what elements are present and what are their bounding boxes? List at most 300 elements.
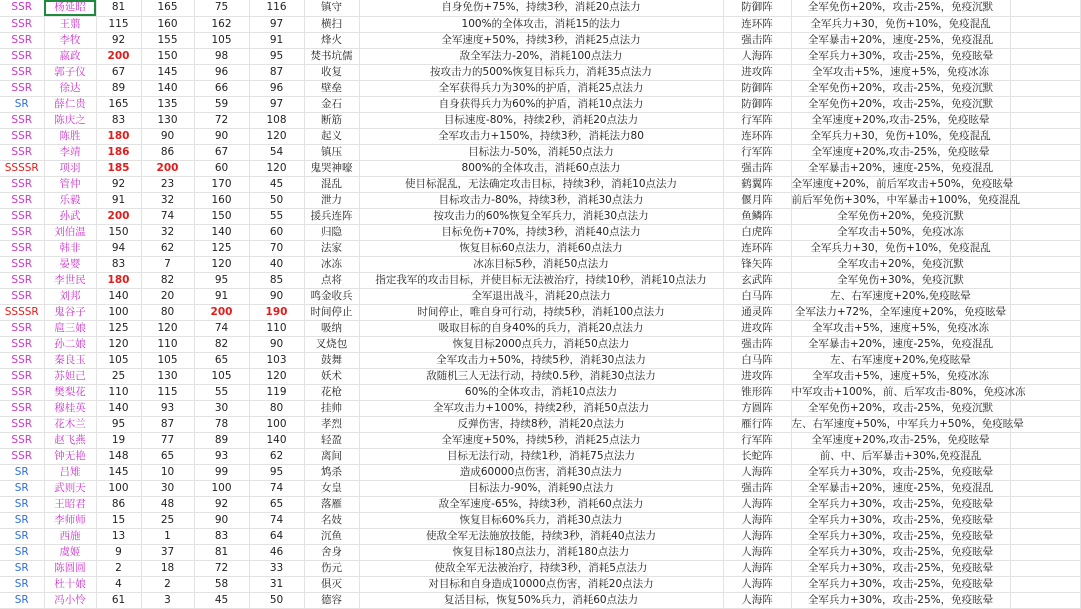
formation-cell[interactable]: 锋矢阵 — [723, 256, 791, 272]
name-cell[interactable]: 武则天 — [44, 480, 96, 496]
empty-cell[interactable] — [1010, 352, 1080, 368]
formation-effect-cell[interactable]: 全军法力+72%，全军速度+20%，免疫眩晕 — [791, 304, 1010, 320]
formation-cell[interactable]: 强击阵 — [723, 480, 791, 496]
skill-cell[interactable]: 俱灭 — [304, 576, 359, 592]
skill-cell[interactable]: 德容 — [304, 592, 359, 608]
formation-cell[interactable]: 锥形阵 — [723, 384, 791, 400]
empty-cell[interactable] — [1010, 128, 1080, 144]
formation-effect-cell[interactable]: 全军免伤+20%，攻击-25%，免疫沉默 — [791, 400, 1010, 416]
skill-effect-cell[interactable]: 造成60000点伤害，消耗30点法力 — [359, 464, 723, 480]
formation-cell[interactable]: 人海阵 — [723, 464, 791, 480]
stat-cell[interactable]: 140 — [194, 224, 249, 240]
empty-cell[interactable] — [1010, 192, 1080, 208]
skill-effect-cell[interactable]: 全军退出战斗，消耗20点法力 — [359, 288, 723, 304]
name-cell[interactable]: 李靖 — [44, 144, 96, 160]
stat-cell[interactable]: 10 — [141, 464, 194, 480]
formation-effect-cell[interactable]: 全军兵力+30%，攻击-25%，免疫眩晕 — [791, 544, 1010, 560]
skill-cell[interactable]: 伤元 — [304, 560, 359, 576]
name-cell[interactable]: 杜十娘 — [44, 576, 96, 592]
skill-effect-cell[interactable]: 恢复目标2000点兵力，消耗50点法力 — [359, 336, 723, 352]
name-cell[interactable]: 秦良玉 — [44, 352, 96, 368]
grade-cell[interactable]: SSR — [0, 256, 44, 272]
name-cell[interactable]: 王昭君 — [44, 496, 96, 512]
formation-effect-cell[interactable]: 全军兵力+30%，攻击-25%，免疫眩晕 — [791, 560, 1010, 576]
skill-effect-cell[interactable]: 60%的全体攻击，消耗10点法力 — [359, 384, 723, 400]
skill-effect-cell[interactable]: 全军获得兵力为30%的护盾，消耗25点法力 — [359, 80, 723, 96]
name-cell[interactable]: 陈圆圆 — [44, 560, 96, 576]
formation-effect-cell[interactable]: 全军攻击+5%，速度+5%，免疫冰冻 — [791, 64, 1010, 80]
stat-cell[interactable]: 37 — [141, 544, 194, 560]
empty-cell[interactable] — [1010, 432, 1080, 448]
grade-cell[interactable]: SSSSR — [0, 160, 44, 176]
stat-cell[interactable]: 30 — [194, 400, 249, 416]
name-cell[interactable]: 苏妲己 — [44, 368, 96, 384]
stat-cell[interactable]: 89 — [96, 80, 141, 96]
stat-cell[interactable]: 130 — [141, 112, 194, 128]
stat-cell[interactable]: 93 — [194, 448, 249, 464]
grade-cell[interactable]: SSR — [0, 416, 44, 432]
skill-effect-cell[interactable]: 恢复目标60点法力，消耗60点法力 — [359, 240, 723, 256]
grade-cell[interactable]: SSR — [0, 224, 44, 240]
skill-effect-cell[interactable]: 全军攻击力+100%，持续2秒，消耗50点法力 — [359, 400, 723, 416]
formation-effect-cell[interactable]: 全军兵力+30，免伤+10%，免疫混乱 — [791, 128, 1010, 144]
stat-cell[interactable]: 55 — [249, 208, 304, 224]
formation-effect-cell[interactable]: 全军兵力+30%，攻击-25%，免疫眩晕 — [791, 48, 1010, 64]
stat-cell[interactable]: 62 — [249, 448, 304, 464]
stat-cell[interactable]: 25 — [96, 368, 141, 384]
formation-cell[interactable]: 防御阵 — [723, 80, 791, 96]
stat-cell[interactable]: 165 — [96, 96, 141, 112]
stat-cell[interactable]: 145 — [96, 464, 141, 480]
empty-cell[interactable] — [1010, 480, 1080, 496]
formation-cell[interactable]: 人海阵 — [723, 528, 791, 544]
name-cell[interactable]: 刘邦 — [44, 288, 96, 304]
skill-cell[interactable]: 轻盈 — [304, 432, 359, 448]
stat-cell[interactable]: 62 — [141, 240, 194, 256]
stat-cell[interactable]: 55 — [194, 384, 249, 400]
grade-cell[interactable]: SSR — [0, 0, 44, 16]
empty-cell[interactable] — [1010, 496, 1080, 512]
stat-cell[interactable]: 2 — [141, 576, 194, 592]
formation-cell[interactable]: 强击阵 — [723, 32, 791, 48]
skill-effect-cell[interactable]: 目标免伤+70%，持续3秒，消耗40点法力 — [359, 224, 723, 240]
formation-cell[interactable]: 人海阵 — [723, 496, 791, 512]
formation-cell[interactable]: 强击阵 — [723, 160, 791, 176]
name-cell[interactable]: 赵飞燕 — [44, 432, 96, 448]
stat-cell[interactable]: 81 — [194, 544, 249, 560]
stat-cell[interactable]: 150 — [194, 208, 249, 224]
stat-cell[interactable]: 200 — [96, 208, 141, 224]
stat-cell[interactable]: 140 — [141, 80, 194, 96]
grade-cell[interactable]: SSR — [0, 192, 44, 208]
empty-cell[interactable] — [1010, 512, 1080, 528]
formation-effect-cell[interactable]: 全军暴击+20%，速度-25%，免疫混乱 — [791, 480, 1010, 496]
formation-cell[interactable]: 鱼鳞阵 — [723, 208, 791, 224]
grade-cell[interactable]: SSR — [0, 352, 44, 368]
formation-cell[interactable]: 连环阵 — [723, 16, 791, 32]
empty-cell[interactable] — [1010, 576, 1080, 592]
formation-effect-cell[interactable]: 全军兵力+30%，攻击-25%，免疫眩晕 — [791, 496, 1010, 512]
empty-cell[interactable] — [1010, 64, 1080, 80]
stat-cell[interactable]: 83 — [96, 256, 141, 272]
stat-cell[interactable]: 2 — [96, 560, 141, 576]
formation-cell[interactable]: 方圆阵 — [723, 400, 791, 416]
skill-cell[interactable]: 时间停止 — [304, 304, 359, 320]
formation-effect-cell[interactable]: 全军兵力+30%，攻击-25%，免疫眩晕 — [791, 592, 1010, 608]
formation-cell[interactable]: 防御阵 — [723, 0, 791, 16]
stat-cell[interactable]: 100 — [249, 416, 304, 432]
stat-cell[interactable]: 83 — [194, 528, 249, 544]
grade-cell[interactable]: SSR — [0, 208, 44, 224]
stat-cell[interactable]: 110 — [249, 320, 304, 336]
stat-cell[interactable]: 66 — [194, 80, 249, 96]
skill-cell[interactable]: 点将 — [304, 272, 359, 288]
grade-cell[interactable]: SSR — [0, 80, 44, 96]
name-cell[interactable]: 徐达 — [44, 80, 96, 96]
grade-cell[interactable]: SSR — [0, 368, 44, 384]
formation-cell[interactable]: 人海阵 — [723, 560, 791, 576]
stat-cell[interactable]: 86 — [141, 144, 194, 160]
skill-effect-cell[interactable]: 吸取目标的自身40%的兵力，消耗20点法力 — [359, 320, 723, 336]
stat-cell[interactable]: 148 — [96, 448, 141, 464]
skill-effect-cell[interactable]: 使敌全军无法施放技能，持续3秒，消耗40点法力 — [359, 528, 723, 544]
grade-cell[interactable]: SR — [0, 480, 44, 496]
skill-effect-cell[interactable]: 使目标混乱，无法确定攻击目标，持续3秒，消耗10点法力 — [359, 176, 723, 192]
stat-cell[interactable]: 180 — [96, 272, 141, 288]
stat-cell[interactable]: 120 — [249, 160, 304, 176]
stat-cell[interactable]: 93 — [141, 400, 194, 416]
stat-cell[interactable]: 19 — [96, 432, 141, 448]
stat-cell[interactable]: 95 — [194, 272, 249, 288]
empty-cell[interactable] — [1010, 256, 1080, 272]
name-cell[interactable]: 李师师 — [44, 512, 96, 528]
stat-cell[interactable]: 18 — [141, 560, 194, 576]
stat-cell[interactable]: 50 — [249, 592, 304, 608]
stat-cell[interactable]: 82 — [141, 272, 194, 288]
stat-cell[interactable]: 78 — [194, 416, 249, 432]
empty-cell[interactable] — [1010, 144, 1080, 160]
empty-cell[interactable] — [1010, 80, 1080, 96]
skill-effect-cell[interactable]: 敌全军法力-20%，消耗100点法力 — [359, 48, 723, 64]
stat-cell[interactable]: 45 — [194, 592, 249, 608]
grade-cell[interactable]: SSR — [0, 320, 44, 336]
stat-cell[interactable]: 96 — [194, 64, 249, 80]
name-cell[interactable]: 晏婴 — [44, 256, 96, 272]
grade-cell[interactable]: SR — [0, 576, 44, 592]
name-cell[interactable]: 钟无艳 — [44, 448, 96, 464]
stat-cell[interactable]: 190 — [249, 304, 304, 320]
stat-cell[interactable]: 40 — [249, 256, 304, 272]
skill-cell[interactable]: 吸纳 — [304, 320, 359, 336]
empty-cell[interactable] — [1010, 240, 1080, 256]
empty-cell[interactable] — [1010, 96, 1080, 112]
empty-cell[interactable] — [1010, 32, 1080, 48]
empty-cell[interactable] — [1010, 288, 1080, 304]
stat-cell[interactable]: 67 — [96, 64, 141, 80]
skill-effect-cell[interactable]: 敌全军速度-65%，持续3秒，消耗60点法力 — [359, 496, 723, 512]
name-cell[interactable]: 陈胜 — [44, 128, 96, 144]
name-cell[interactable]: 花木兰 — [44, 416, 96, 432]
formation-cell[interactable]: 人海阵 — [723, 512, 791, 528]
stat-cell[interactable]: 60 — [194, 160, 249, 176]
skill-effect-cell[interactable]: 复活目标，恢复50%兵力，消耗60点法力 — [359, 592, 723, 608]
formation-effect-cell[interactable]: 全军免伤+20%，免疫沉默 — [791, 208, 1010, 224]
stat-cell[interactable]: 32 — [141, 224, 194, 240]
grade-cell[interactable]: SSR — [0, 128, 44, 144]
stat-cell[interactable]: 74 — [249, 480, 304, 496]
stat-cell[interactable]: 100 — [96, 480, 141, 496]
name-cell[interactable]: 虞姬 — [44, 544, 96, 560]
name-cell[interactable]: 刘伯温 — [44, 224, 96, 240]
formation-effect-cell[interactable]: 全军速度+20%,攻击-25%，免疫眩晕 — [791, 144, 1010, 160]
grade-cell[interactable]: SSSSR — [0, 304, 44, 320]
stat-cell[interactable]: 94 — [96, 240, 141, 256]
stat-cell[interactable]: 91 — [194, 288, 249, 304]
grade-cell[interactable]: SR — [0, 544, 44, 560]
stat-cell[interactable]: 87 — [141, 416, 194, 432]
skill-effect-cell[interactable]: 指定我军的攻击目标，并使目标无法被治疗，持续10秒，消耗10点法力 — [359, 272, 723, 288]
stat-cell[interactable]: 83 — [96, 112, 141, 128]
stat-cell[interactable]: 105 — [194, 368, 249, 384]
grade-cell[interactable]: SSR — [0, 288, 44, 304]
stat-cell[interactable]: 125 — [194, 240, 249, 256]
stat-cell[interactable]: 30 — [141, 480, 194, 496]
stat-cell[interactable]: 4 — [96, 576, 141, 592]
empty-cell[interactable] — [1010, 368, 1080, 384]
formation-effect-cell[interactable]: 全军暴击+20%，速度-25%，免疫混乱 — [791, 160, 1010, 176]
grade-cell[interactable]: SSR — [0, 432, 44, 448]
stat-cell[interactable]: 90 — [194, 128, 249, 144]
grade-cell[interactable]: SSR — [0, 240, 44, 256]
stat-cell[interactable]: 116 — [249, 0, 304, 16]
stat-cell[interactable]: 162 — [194, 16, 249, 32]
grade-cell[interactable]: SR — [0, 96, 44, 112]
skill-effect-cell[interactable]: 按攻击力的60%恢复全军兵力，消耗30点法力 — [359, 208, 723, 224]
skill-effect-cell[interactable]: 恢复目标60%兵力，消耗30点法力 — [359, 512, 723, 528]
skill-cell[interactable]: 援兵连阵 — [304, 208, 359, 224]
empty-cell[interactable] — [1010, 176, 1080, 192]
skill-cell[interactable]: 妖术 — [304, 368, 359, 384]
stat-cell[interactable]: 90 — [249, 336, 304, 352]
stat-cell[interactable]: 98 — [194, 48, 249, 64]
skill-cell[interactable]: 烽火 — [304, 32, 359, 48]
formation-effect-cell[interactable]: 全军免伤+20%，攻击-25%，免疫沉默 — [791, 96, 1010, 112]
stat-cell[interactable]: 33 — [249, 560, 304, 576]
skill-cell[interactable]: 混乱 — [304, 176, 359, 192]
skill-cell[interactable]: 孝烈 — [304, 416, 359, 432]
stat-cell[interactable]: 97 — [249, 16, 304, 32]
skill-cell[interactable]: 花枪 — [304, 384, 359, 400]
formation-effect-cell[interactable]: 全军攻击+20%，免疫沉默 — [791, 256, 1010, 272]
stat-cell[interactable]: 160 — [194, 192, 249, 208]
empty-cell[interactable] — [1010, 464, 1080, 480]
skill-effect-cell[interactable]: 时间停止，唯自身可行动，持续5秒，消耗100点法力 — [359, 304, 723, 320]
empty-cell[interactable] — [1010, 0, 1080, 16]
formation-cell[interactable]: 强击阵 — [723, 336, 791, 352]
skill-cell[interactable]: 归隐 — [304, 224, 359, 240]
grade-cell[interactable]: SSR — [0, 48, 44, 64]
name-cell[interactable]: 乐毅 — [44, 192, 96, 208]
skill-cell[interactable]: 离间 — [304, 448, 359, 464]
stat-cell[interactable]: 1 — [141, 528, 194, 544]
stat-cell[interactable]: 23 — [141, 176, 194, 192]
formation-effect-cell[interactable]: 全军免伤+30%，免疫沉默 — [791, 272, 1010, 288]
skill-effect-cell[interactable]: 按攻击力的500%恢复目标兵力，消耗35点法力 — [359, 64, 723, 80]
stat-cell[interactable]: 61 — [96, 592, 141, 608]
stat-cell[interactable]: 70 — [249, 240, 304, 256]
stat-cell[interactable]: 92 — [194, 496, 249, 512]
empty-cell[interactable] — [1010, 208, 1080, 224]
grade-cell[interactable]: SSR — [0, 400, 44, 416]
skill-effect-cell[interactable]: 全军攻击力+50%，持续5秒，消耗30点法力 — [359, 352, 723, 368]
skill-effect-cell[interactable]: 恢复目标180点法力，消耗180点法力 — [359, 544, 723, 560]
stat-cell[interactable]: 7 — [141, 256, 194, 272]
stat-cell[interactable]: 99 — [194, 464, 249, 480]
empty-cell[interactable] — [1010, 112, 1080, 128]
stat-cell[interactable]: 105 — [194, 32, 249, 48]
stat-cell[interactable]: 74 — [141, 208, 194, 224]
formation-cell[interactable]: 人海阵 — [723, 592, 791, 608]
stat-cell[interactable]: 96 — [249, 80, 304, 96]
empty-cell[interactable] — [1010, 544, 1080, 560]
stat-cell[interactable]: 64 — [249, 528, 304, 544]
stat-cell[interactable]: 90 — [141, 128, 194, 144]
grade-cell[interactable]: SR — [0, 528, 44, 544]
stat-cell[interactable]: 59 — [194, 96, 249, 112]
skill-effect-cell[interactable]: 全军攻击力+150%，持续3秒，消耗法力80 — [359, 128, 723, 144]
grade-cell[interactable]: SR — [0, 512, 44, 528]
formation-effect-cell[interactable]: 全军兵力+30%，攻击-25%，免疫眩晕 — [791, 464, 1010, 480]
formation-cell[interactable]: 行军阵 — [723, 144, 791, 160]
skill-cell[interactable]: 沉鱼 — [304, 528, 359, 544]
stat-cell[interactable]: 200 — [141, 160, 194, 176]
stat-cell[interactable]: 100 — [96, 304, 141, 320]
stat-cell[interactable]: 95 — [249, 48, 304, 64]
skill-cell[interactable]: 断筋 — [304, 112, 359, 128]
stat-cell[interactable]: 140 — [249, 432, 304, 448]
stat-cell[interactable]: 85 — [249, 272, 304, 288]
formation-cell[interactable]: 人海阵 — [723, 576, 791, 592]
skill-effect-cell[interactable]: 自身获得兵力为60%的护盾，消耗10点法力 — [359, 96, 723, 112]
skill-cell[interactable]: 法家 — [304, 240, 359, 256]
formation-effect-cell[interactable]: 左、右军速度+20%,免疫眩晕 — [791, 352, 1010, 368]
skill-effect-cell[interactable]: 全军速度+50%，持续5秒，消耗25点法力 — [359, 432, 723, 448]
stat-cell[interactable]: 77 — [141, 432, 194, 448]
stat-cell[interactable]: 110 — [141, 336, 194, 352]
stat-cell[interactable]: 186 — [96, 144, 141, 160]
stat-cell[interactable]: 75 — [194, 0, 249, 16]
grade-cell[interactable]: SSR — [0, 16, 44, 32]
stat-cell[interactable]: 140 — [96, 288, 141, 304]
skill-cell[interactable]: 挂帅 — [304, 400, 359, 416]
skill-cell[interactable]: 鸣金收兵 — [304, 288, 359, 304]
formation-cell[interactable]: 白马阵 — [723, 288, 791, 304]
skill-effect-cell[interactable]: 自身免伤+75%，持续3秒，消耗20点法力 — [359, 0, 723, 16]
skill-effect-cell[interactable]: 目标攻击力-80%，持续3秒，消耗30点法力 — [359, 192, 723, 208]
name-cell[interactable]: 孙武 — [44, 208, 96, 224]
skill-cell[interactable]: 镇压 — [304, 144, 359, 160]
stat-cell[interactable]: 82 — [194, 336, 249, 352]
skill-cell[interactable]: 横扫 — [304, 16, 359, 32]
stat-cell[interactable]: 180 — [96, 128, 141, 144]
stat-cell[interactable]: 92 — [96, 176, 141, 192]
formation-effect-cell[interactable]: 全军速度+20%,攻击-25%，免疫眩晕 — [791, 432, 1010, 448]
formation-cell[interactable]: 行军阵 — [723, 432, 791, 448]
stat-cell[interactable]: 50 — [249, 192, 304, 208]
stat-cell[interactable]: 65 — [141, 448, 194, 464]
empty-cell[interactable] — [1010, 224, 1080, 240]
stat-cell[interactable]: 150 — [141, 48, 194, 64]
skill-cell[interactable]: 收复 — [304, 64, 359, 80]
name-cell[interactable]: 嬴政 — [44, 48, 96, 64]
stat-cell[interactable]: 81 — [96, 0, 141, 16]
stat-cell[interactable]: 80 — [249, 400, 304, 416]
formation-cell[interactable]: 白虎阵 — [723, 224, 791, 240]
stat-cell[interactable]: 54 — [249, 144, 304, 160]
skill-cell[interactable]: 鸩杀 — [304, 464, 359, 480]
skill-cell[interactable]: 镇守 — [304, 0, 359, 16]
empty-cell[interactable] — [1010, 528, 1080, 544]
grade-cell[interactable]: SR — [0, 592, 44, 608]
stat-cell[interactable]: 46 — [249, 544, 304, 560]
stat-cell[interactable]: 91 — [96, 192, 141, 208]
formation-cell[interactable]: 人海阵 — [723, 544, 791, 560]
stat-cell[interactable]: 200 — [96, 48, 141, 64]
formation-effect-cell[interactable]: 全军速度+20%,攻击-25%，免疫眩晕 — [791, 112, 1010, 128]
stat-cell[interactable]: 115 — [141, 384, 194, 400]
empty-cell[interactable] — [1010, 304, 1080, 320]
empty-cell[interactable] — [1010, 592, 1080, 608]
stat-cell[interactable]: 9 — [96, 544, 141, 560]
name-cell[interactable]: 李世民 — [44, 272, 96, 288]
stat-cell[interactable]: 105 — [141, 352, 194, 368]
formation-effect-cell[interactable]: 全军免伤+20%，攻击-25%，免疫沉默 — [791, 0, 1010, 16]
stat-cell[interactable]: 125 — [96, 320, 141, 336]
formation-cell[interactable]: 行军阵 — [723, 112, 791, 128]
stat-cell[interactable]: 86 — [96, 496, 141, 512]
skill-cell[interactable]: 起义 — [304, 128, 359, 144]
stat-cell[interactable]: 145 — [141, 64, 194, 80]
formation-cell[interactable]: 连环阵 — [723, 128, 791, 144]
stat-cell[interactable]: 67 — [194, 144, 249, 160]
skill-effect-cell[interactable]: 目标无法行动，持续1秒，消耗75点法力 — [359, 448, 723, 464]
stat-cell[interactable]: 120 — [249, 128, 304, 144]
formation-effect-cell[interactable]: 全军暴击+20%，速度-25%，免疫混乱 — [791, 32, 1010, 48]
formation-effect-cell[interactable]: 全军兵力+30%，攻击-25%，免疫眩晕 — [791, 576, 1010, 592]
skill-cell[interactable]: 叉烧包 — [304, 336, 359, 352]
stat-cell[interactable]: 155 — [141, 32, 194, 48]
name-cell[interactable]: 李牧 — [44, 32, 96, 48]
formation-effect-cell[interactable]: 全军兵力+30，免伤+10%，免疫混乱 — [791, 240, 1010, 256]
formation-cell[interactable]: 人海阵 — [723, 48, 791, 64]
grade-cell[interactable]: SR — [0, 496, 44, 512]
skill-cell[interactable]: 焚书坑儒 — [304, 48, 359, 64]
name-cell[interactable]: 西施 — [44, 528, 96, 544]
empty-cell[interactable] — [1010, 48, 1080, 64]
skill-cell[interactable]: 金石 — [304, 96, 359, 112]
skill-effect-cell[interactable]: 敌随机三人无法行动，持续0.5秒，消耗30点法力 — [359, 368, 723, 384]
stat-cell[interactable]: 58 — [194, 576, 249, 592]
stat-cell[interactable]: 13 — [96, 528, 141, 544]
skill-effect-cell[interactable]: 目标法力-50%，消耗50点法力 — [359, 144, 723, 160]
name-cell[interactable]: 樊梨花 — [44, 384, 96, 400]
skill-cell[interactable]: 女皇 — [304, 480, 359, 496]
stat-cell[interactable]: 91 — [249, 32, 304, 48]
stat-cell[interactable]: 120 — [141, 320, 194, 336]
stat-cell[interactable]: 140 — [96, 400, 141, 416]
name-cell[interactable]: 郭子仪 — [44, 64, 96, 80]
formation-effect-cell[interactable]: 全军兵力+30，免伤+10%，免疫混乱 — [791, 16, 1010, 32]
